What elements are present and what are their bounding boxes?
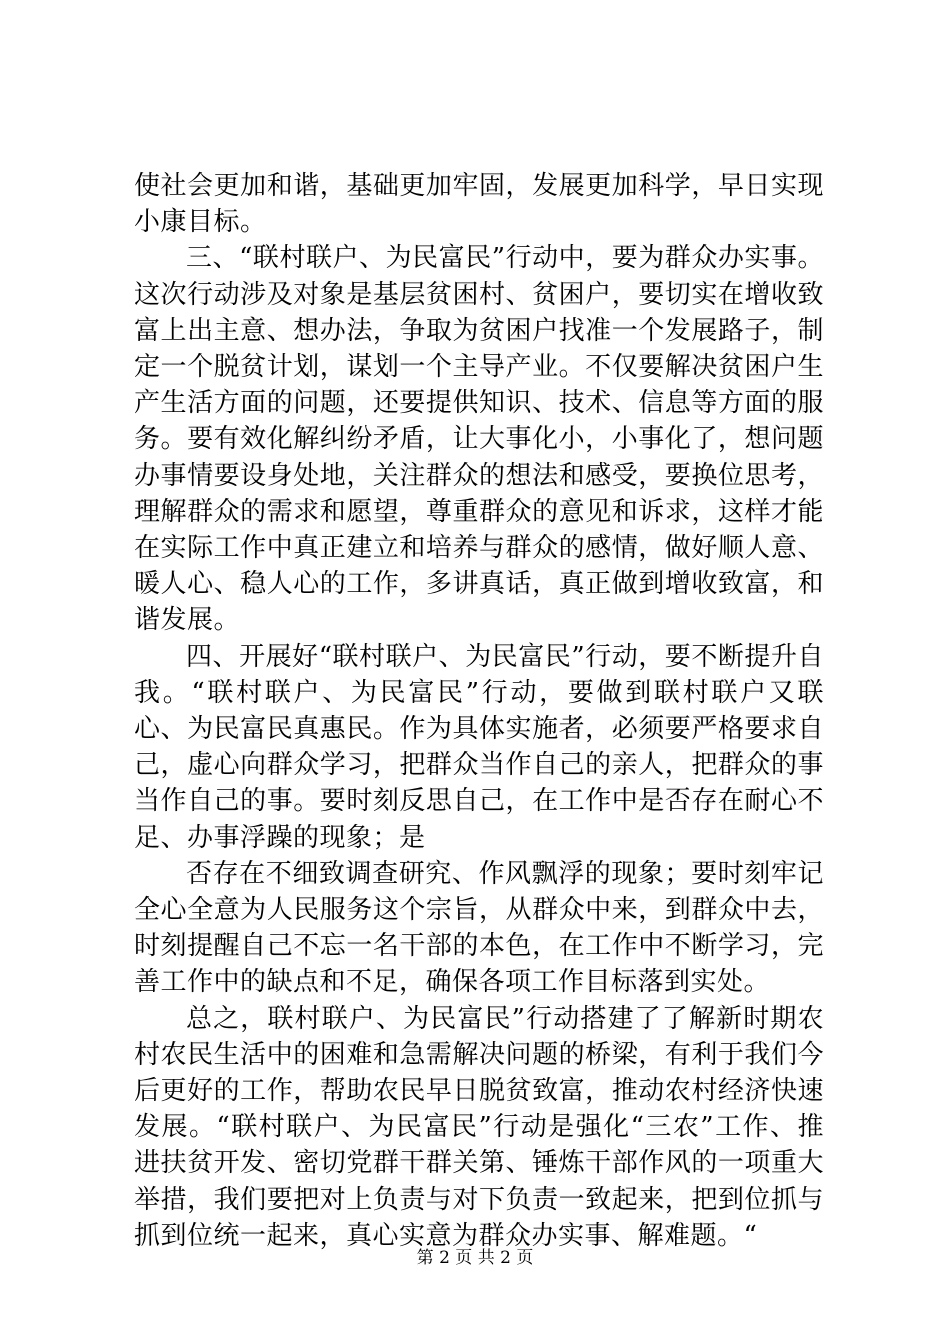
document-body [134, 168, 824, 1254]
page-footer [0, 1246, 950, 1270]
paragraph-section-four: 四、开展好“联村联户、为民富民”行动，要不断提升自我。“联村联户、为民富民”行动，要做到联村联户又联心、为民富民真惠民。作为具体实施者，必须要严格要求自己，虚心向群众学习，把群众当作自己的亲人，把群众的事当作自己的事。要时刻反思自己，在工作中是否存在耐心不足、办事浮躁的现象；是 [134, 641, 824, 853]
paragraph-section-three: 三、“联村联户、为民富民”行动中，要为群众办实事。这次行动涉及对象是基层贫困村、贫困户，要切实在增收致富上出主意、想办法，争取为贫困户找准一个发展路子，制定一个脱贫计划，谋划一个主导产业。不仅要解决贫困户生产生活方面的问题，还要提供知识、技术、信息等方面的服务。要有效化解纠纷矛盾，让大事化小，小事化了，想问题办事情要设身处地，关注群众的想法和感受，要换位思考，理解群众的需求和愿望，尊重群众的意见和诉求，这样才能在实际工作中真正建立和培养与群众的感情，做好顺人意、暖人心、稳人心的工作，多讲真话，真正做到增收致富，和谐发展。 [134, 243, 824, 636]
paragraph-section-four-continued: 否存在不细致调查研究、作风飘浮的现象；要时刻牢记全心全意为人民服务这个宗旨，从群众中来，到群众中去，时刻提醒自己不忘一名干部的本色，在工作中不断学习，完善工作中的缺点和不足，确保各项工作目标落到实处。 [134, 858, 824, 998]
paragraph-conclusion: 总之，联村联户、为民富民”行动搭建了了解新时期农村农民生活中的困难和急需解决问题的桥梁，有利于我们今后更好的工作，帮助农民早日脱贫致富，推动农村经济快速发展。“联村联户、为民富民”行动是强化“三农”工作、推进扶贫开发、密切党群干群关第、锤炼干部作风的一项重大举措，我们要把对上负责与对下负责一致起来，把到位抓与抓到位统一起来，真心实意为群众办实事、解难题。“ [134, 1003, 824, 1251]
page-number: 第 2 页 共 2 页 [416, 1248, 534, 1268]
paragraph-continuation: 使社会更加和谐，基础更加牢固，发展更加科学，早日实现小康目标。 [134, 171, 824, 238]
